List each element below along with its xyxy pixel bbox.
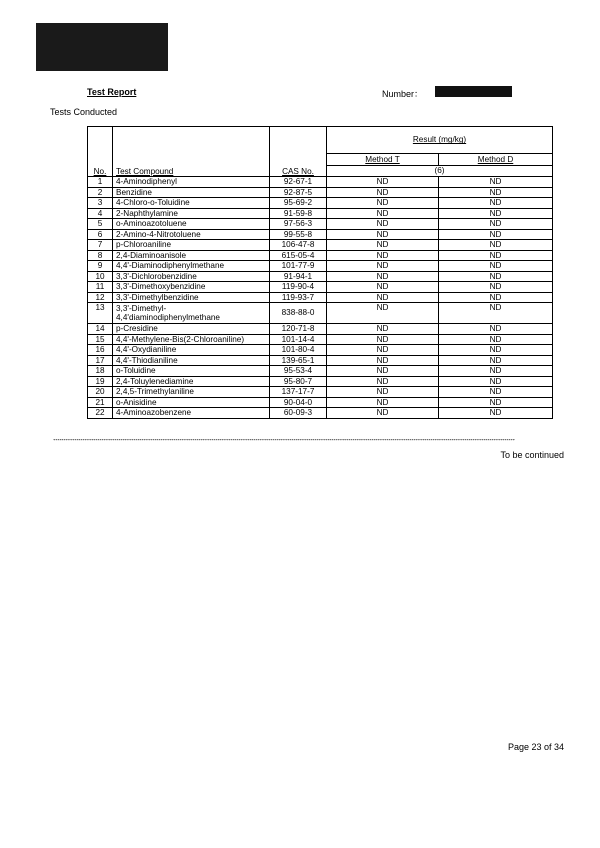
header-note: (6) — [327, 166, 553, 177]
row-result-method-t: ND — [327, 219, 439, 230]
row-result-method-t: ND — [327, 303, 439, 324]
row-result-method-d: ND — [439, 261, 553, 272]
row-cas: 97-56-3 — [270, 219, 327, 230]
row-result-method-d: ND — [439, 397, 553, 408]
row-compound: 2,4-Toluylenediamine — [113, 376, 270, 387]
row-result-method-d: ND — [439, 208, 553, 219]
row-result-method-d: ND — [439, 219, 553, 230]
row-cas: 99-55-8 — [270, 229, 327, 240]
row-result-method-t: ND — [327, 261, 439, 272]
row-compound: 4,4'-Diaminodiphenylmethane — [113, 261, 270, 272]
table-row — [88, 397, 553, 408]
row-result-method-t: ND — [327, 408, 439, 419]
row-compound: 4-Aminoazobenzene — [113, 408, 270, 419]
row-no: 18 — [88, 366, 113, 377]
header-result: Result (mg/kg) — [327, 127, 553, 154]
row-result-method-d: ND — [439, 292, 553, 303]
row-no: 10 — [88, 271, 113, 282]
row-cas: 615-05-4 — [270, 250, 327, 261]
row-no: 12 — [88, 292, 113, 303]
row-cas: 95-69-2 — [270, 198, 327, 209]
row-no: 5 — [88, 219, 113, 230]
row-cas: 838-88-0 — [270, 303, 327, 324]
table-row — [88, 177, 553, 188]
row-result-method-d: ND — [439, 387, 553, 398]
row-no: 22 — [88, 408, 113, 419]
table-body — [88, 177, 553, 419]
row-compound: Benzidine — [113, 187, 270, 198]
table-row — [88, 282, 553, 293]
row-compound: o-Anisidine — [113, 397, 270, 408]
row-no: 9 — [88, 261, 113, 272]
row-result-method-t: ND — [327, 198, 439, 209]
row-result-method-t: ND — [327, 355, 439, 366]
row-result-method-t: ND — [327, 271, 439, 282]
row-no: 20 — [88, 387, 113, 398]
report-number-label: Number： — [382, 89, 424, 99]
row-compound: p-Chloroaniline — [113, 240, 270, 251]
row-compound: 2,4-Diaminoanisole — [113, 250, 270, 261]
results-table — [87, 126, 553, 419]
row-result-method-t: ND — [327, 292, 439, 303]
row-result-method-d: ND — [439, 198, 553, 209]
page-number: Page 23 of 34 — [507, 742, 564, 752]
row-compound: 4,4'-Thiodianiline — [113, 355, 270, 366]
row-result-method-t: ND — [327, 387, 439, 398]
row-cas: 120-71-8 — [270, 324, 327, 335]
section-title: Tests Conducted — [50, 107, 118, 117]
row-result-method-t: ND — [327, 240, 439, 251]
row-result-method-d: ND — [439, 240, 553, 251]
row-compound: 2,4,5-Trimethylaniline — [113, 387, 270, 398]
to-be-continued: To be continued — [500, 450, 564, 460]
row-cas: 119-93-7 — [270, 292, 327, 303]
row-result-method-d: ND — [439, 408, 553, 419]
row-cas: 92-67-1 — [270, 177, 327, 188]
row-no: 3 — [88, 198, 113, 209]
row-cas: 91-94-1 — [270, 271, 327, 282]
row-result-method-t: ND — [327, 345, 439, 356]
header-method-t: Method T — [327, 154, 439, 166]
row-result-method-t: ND — [327, 334, 439, 345]
table-row — [88, 408, 553, 419]
row-cas: 60-09-3 — [270, 408, 327, 419]
row-no: 2 — [88, 187, 113, 198]
row-result-method-t: ND — [327, 250, 439, 261]
row-compound: 2-Amino-4-Nitrotoluene — [113, 229, 270, 240]
row-result-method-d: ND — [439, 376, 553, 387]
table-row — [88, 208, 553, 219]
row-result-method-t: ND — [327, 324, 439, 335]
row-result-method-d: ND — [439, 282, 553, 293]
row-cas: 106-47-8 — [270, 240, 327, 251]
row-result-method-t: ND — [327, 397, 439, 408]
row-result-method-d: ND — [439, 187, 553, 198]
row-no: 13 — [88, 303, 113, 324]
table-row — [88, 376, 553, 387]
row-result-method-d: ND — [439, 303, 553, 324]
row-result-method-d: ND — [439, 366, 553, 377]
row-cas: 101-14-4 — [270, 334, 327, 345]
table-row — [88, 229, 553, 240]
row-compound: p-Cresidine — [113, 324, 270, 335]
table-row — [88, 387, 553, 398]
row-no: 19 — [88, 376, 113, 387]
row-result-method-d: ND — [439, 324, 553, 335]
row-compound: o-Toluidine — [113, 366, 270, 377]
table-row — [88, 261, 553, 272]
table-row — [88, 250, 553, 261]
table-row — [88, 355, 553, 366]
row-result-method-t: ND — [327, 208, 439, 219]
table-row — [88, 271, 553, 282]
report-title: Test Report — [87, 87, 137, 97]
row-compound: 3,3'-Dimethoxybenzidine — [113, 282, 270, 293]
row-result-method-d: ND — [439, 334, 553, 345]
table-row — [88, 240, 553, 251]
table-row — [88, 324, 553, 335]
row-cas: 92-87-5 — [270, 187, 327, 198]
row-result-method-d: ND — [439, 229, 553, 240]
table-row — [88, 303, 553, 324]
table-row — [88, 219, 553, 230]
table-row — [88, 334, 553, 345]
row-no: 15 — [88, 334, 113, 345]
row-compound: 3,3'-Dimethyl- 4,4'diaminodiphenylmethane — [113, 303, 270, 324]
header-test-compound: Test Compound — [113, 127, 270, 177]
row-cas: 90-04-0 — [270, 397, 327, 408]
row-compound: o-Aminoazotoluene — [113, 219, 270, 230]
table-row — [88, 345, 553, 356]
report-number-redacted — [435, 86, 512, 97]
table-row — [88, 292, 553, 303]
row-cas: 95-80-7 — [270, 376, 327, 387]
row-result-method-t: ND — [327, 282, 439, 293]
row-cas: 95-53-4 — [270, 366, 327, 377]
row-compound: 4,4'-Methylene-Bis(2-Chloroaniline) — [113, 334, 270, 345]
row-cas: 137-17-7 — [270, 387, 327, 398]
table-row — [88, 198, 553, 209]
row-compound: 4-Chloro-o-Toluidine — [113, 198, 270, 209]
table-row — [88, 366, 553, 377]
row-compound: 2-Naphthylamine — [113, 208, 270, 219]
row-result-method-d: ND — [439, 345, 553, 356]
row-cas: 139-65-1 — [270, 355, 327, 366]
row-no: 21 — [88, 397, 113, 408]
row-cas: 119-90-4 — [270, 282, 327, 293]
row-no: 11 — [88, 282, 113, 293]
row-result-method-t: ND — [327, 187, 439, 198]
header-method-d: Method D — [439, 154, 553, 166]
row-compound: 3,3'-Dichlorobenzidine — [113, 271, 270, 282]
row-result-method-d: ND — [439, 271, 553, 282]
row-result-method-d: ND — [439, 250, 553, 261]
row-cas: 101-80-4 — [270, 345, 327, 356]
separator-line: *************************************************************************************************************************************************************************************************************************** — [53, 439, 515, 443]
header-cas-no: CAS No. — [270, 127, 327, 177]
row-compound: 4-Aminodiphenyl — [113, 177, 270, 188]
row-result-method-t: ND — [327, 376, 439, 387]
row-cas: 101-77-9 — [270, 261, 327, 272]
row-no: 4 — [88, 208, 113, 219]
header-no: No. — [88, 127, 113, 177]
row-result-method-d: ND — [439, 355, 553, 366]
row-result-method-t: ND — [327, 177, 439, 188]
row-cas: 91-59-8 — [270, 208, 327, 219]
row-no: 8 — [88, 250, 113, 261]
row-compound: 4,4'-Oxydianiline — [113, 345, 270, 356]
row-no: 17 — [88, 355, 113, 366]
table-row — [88, 187, 553, 198]
row-result-method-t: ND — [327, 229, 439, 240]
row-result-method-d: ND — [439, 177, 553, 188]
row-no: 16 — [88, 345, 113, 356]
row-no: 14 — [88, 324, 113, 335]
row-compound: 3,3'-Dimethylbenzidine — [113, 292, 270, 303]
row-result-method-t: ND — [327, 366, 439, 377]
row-no: 1 — [88, 177, 113, 188]
row-no: 6 — [88, 229, 113, 240]
row-no: 7 — [88, 240, 113, 251]
company-logo-redacted — [36, 23, 168, 71]
